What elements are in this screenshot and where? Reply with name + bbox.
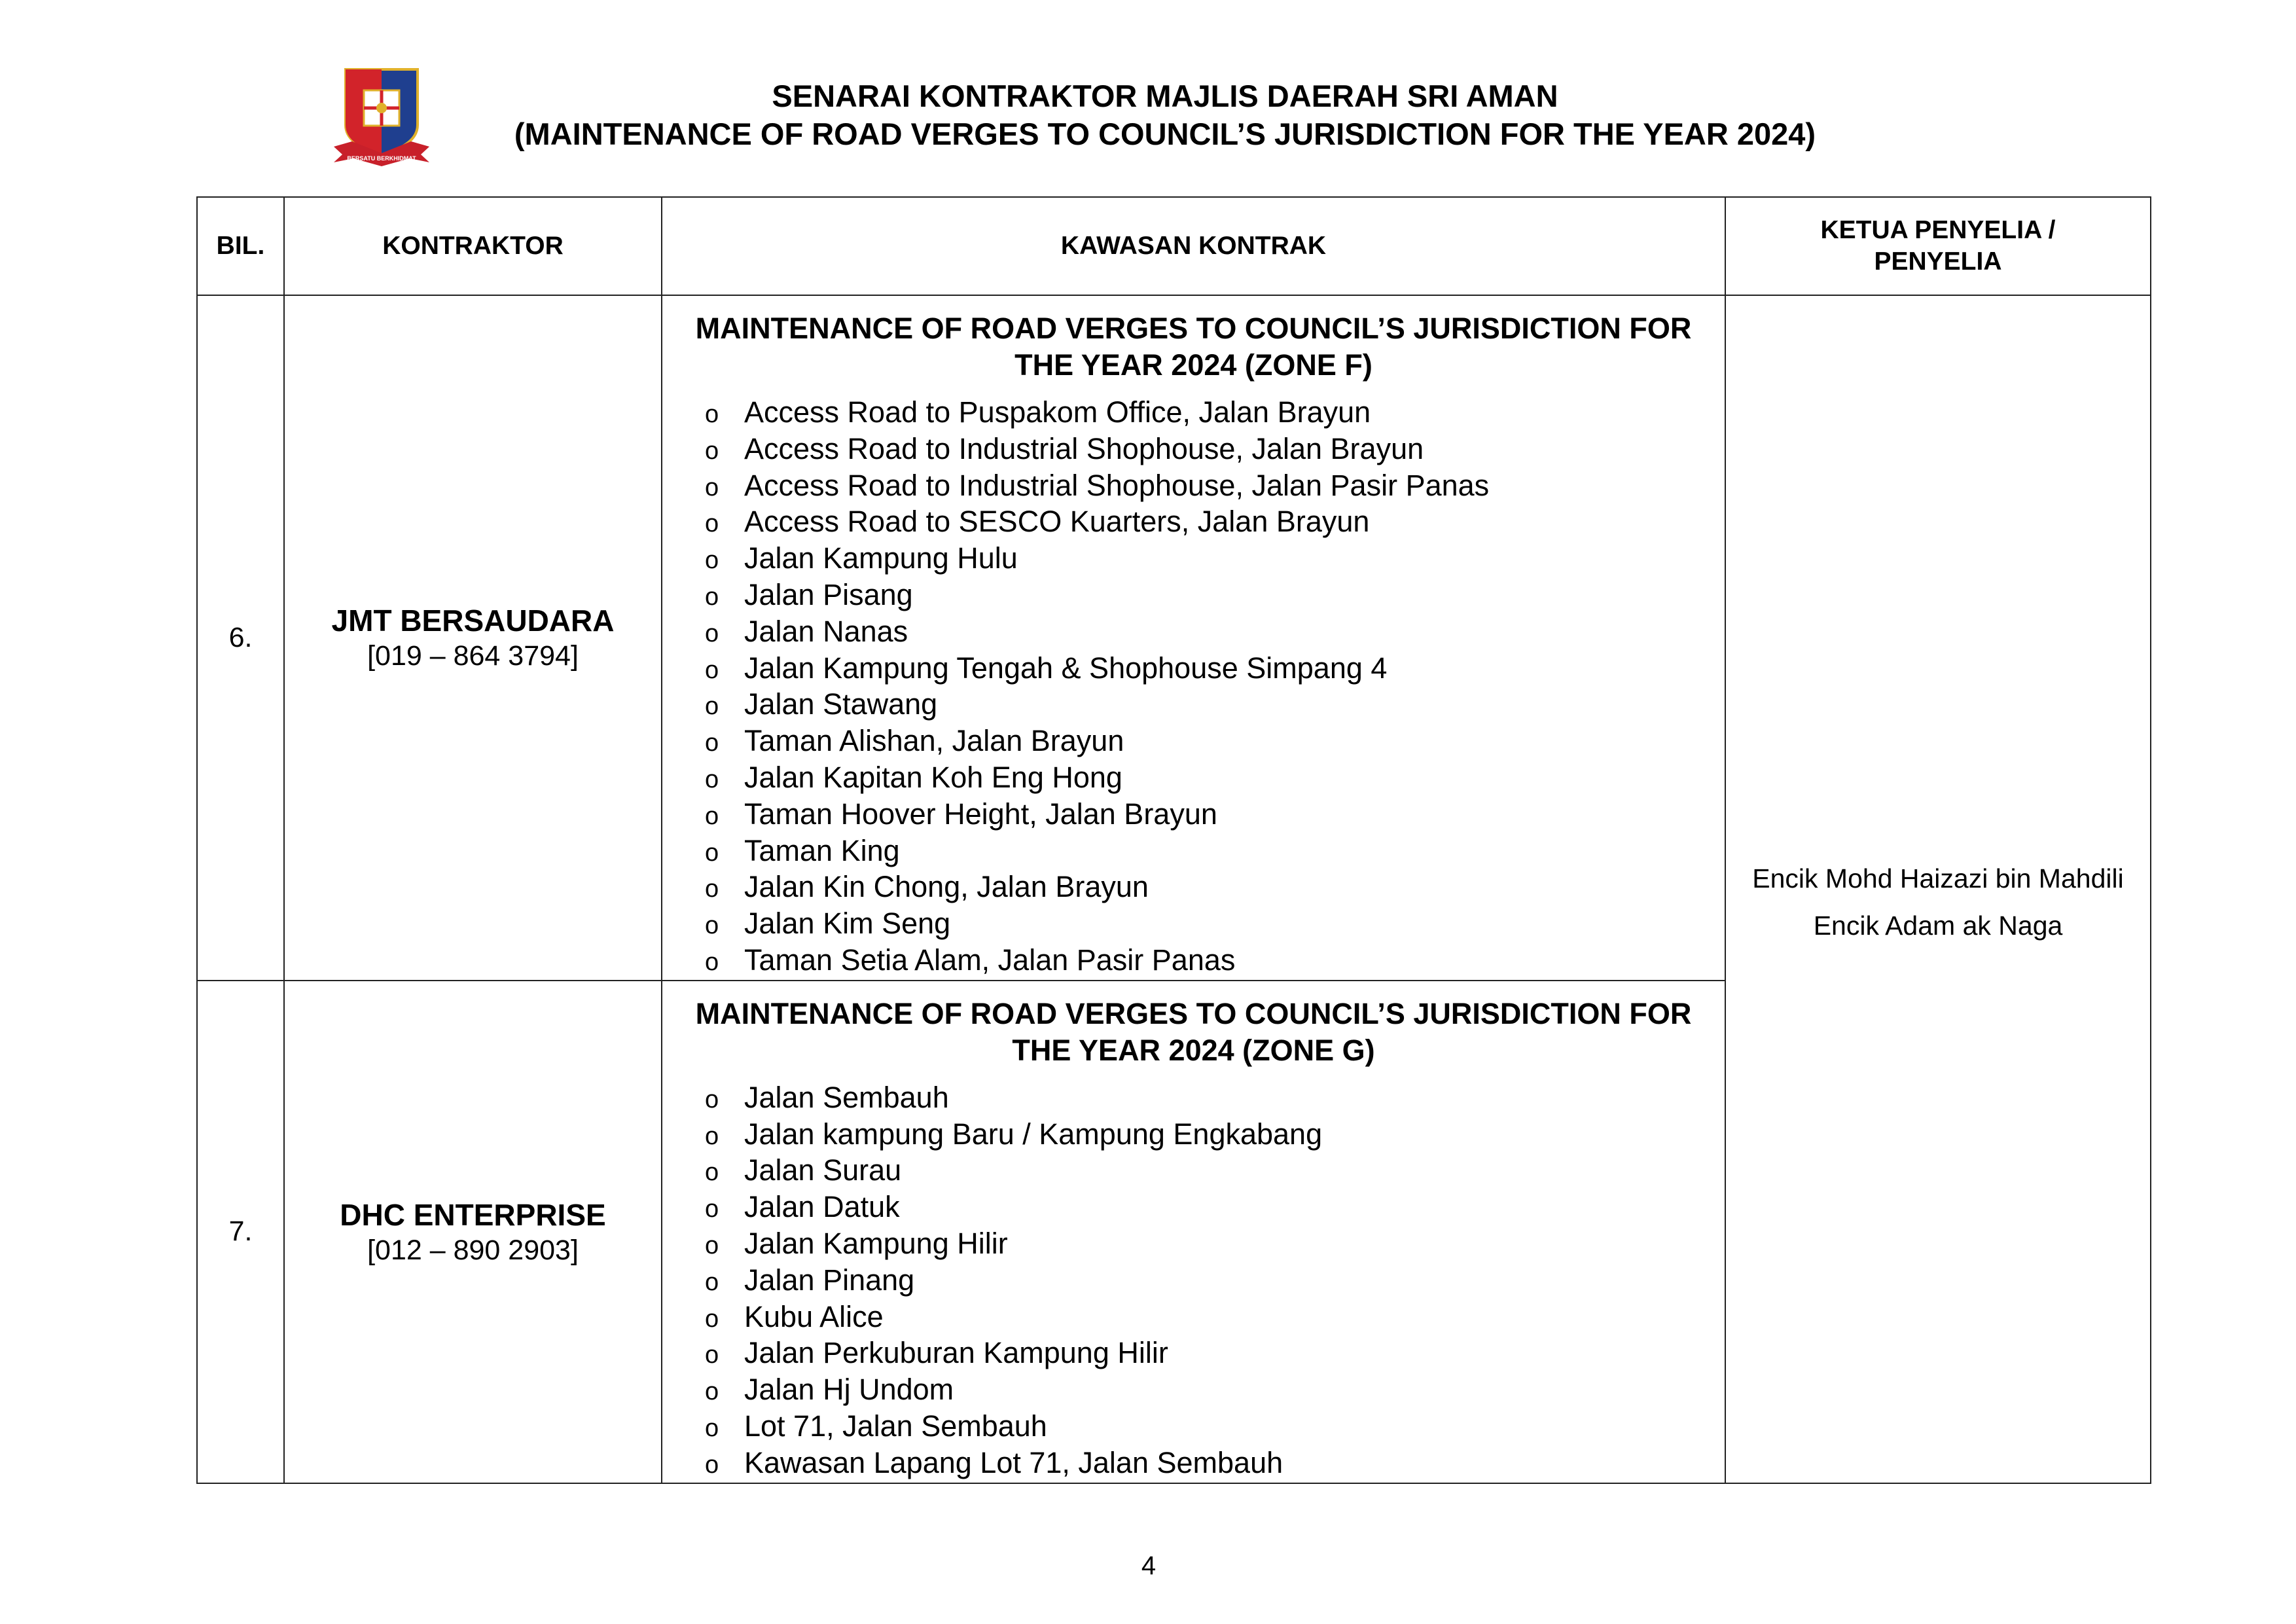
- bullet-icon: o: [705, 473, 719, 501]
- contractor-phone: [019 – 864 3794]: [367, 640, 579, 672]
- council-crest-logo: [332, 63, 431, 168]
- area-name: Jalan Kim Seng: [744, 907, 951, 941]
- list-item: [705, 505, 1725, 541]
- list-item: [705, 1336, 1725, 1373]
- area-name: Jalan Surau: [744, 1153, 902, 1187]
- list-item: [705, 395, 1725, 432]
- list-item: [705, 1081, 1725, 1117]
- bullet-icon: o: [705, 912, 719, 940]
- bullet-icon: o: [705, 656, 719, 684]
- list-item: [705, 834, 1725, 871]
- list-item: [705, 651, 1725, 688]
- list-item: [705, 1227, 1725, 1263]
- bullet-icon: o: [705, 1159, 719, 1187]
- contractor-table: [196, 196, 2151, 1484]
- document-title: [419, 77, 1911, 153]
- list-item: [705, 1190, 1725, 1227]
- bullet-icon: o: [705, 401, 719, 428]
- list-item: [705, 761, 1725, 797]
- table-header-row: [197, 197, 2151, 295]
- area-name: Access Road to SESCO Kuarters, Jalan Brayun: [744, 505, 1370, 539]
- bullet-icon: o: [705, 547, 719, 575]
- list-item: [705, 432, 1725, 469]
- table-row: [197, 295, 2151, 981]
- list-item: [705, 1300, 1725, 1337]
- zone-title-line-2: THE YEAR 2024 (ZONE F): [1014, 348, 1372, 382]
- list-item: [705, 797, 1725, 834]
- header-penyelia-line-2: PENYELIA: [1874, 247, 2002, 276]
- area-name: Taman King: [744, 833, 900, 867]
- bullet-icon: o: [705, 1268, 719, 1296]
- contractor-phone: [012 – 890 2903]: [367, 1234, 579, 1266]
- bullet-icon: o: [705, 619, 719, 647]
- area-name: Jalan Kampung Tengah & Shophouse Simpang 4: [744, 651, 1388, 685]
- page-number: 4: [1141, 1551, 1157, 1580]
- contractor-cell: [284, 981, 662, 1483]
- row-number: 6.: [197, 295, 284, 981]
- area-name: Access Road to Industrial Shophouse, Jalan Brayun: [744, 431, 1424, 465]
- row-number: 7.: [197, 981, 284, 1483]
- list-item: [705, 687, 1725, 724]
- area-list: [662, 1081, 1725, 1483]
- list-item: [705, 870, 1725, 907]
- area-name: Lot 71, Jalan Sembauh: [744, 1409, 1047, 1443]
- header-penyelia-line-1: KETUA PENYELIA /: [1820, 216, 2056, 244]
- area-name: Taman Alishan, Jalan Brayun: [744, 724, 1124, 758]
- list-item: [705, 907, 1725, 943]
- zone-title-line-1: MAINTENANCE OF ROAD VERGES TO COUNCIL’S JURISDICTION FOR: [695, 996, 1692, 1030]
- list-item: [705, 943, 1725, 980]
- area-name: Jalan Pisang: [744, 577, 913, 611]
- bullet-icon: o: [705, 802, 719, 830]
- zone-title-line-1: MAINTENANCE OF ROAD VERGES TO COUNCIL’S JURISDICTION FOR: [695, 312, 1692, 345]
- bullet-icon: o: [705, 1195, 719, 1223]
- area-name: Jalan kampung Baru / Kampung Engkabang: [744, 1117, 1323, 1151]
- list-item: [705, 615, 1725, 651]
- list-item: [705, 1117, 1725, 1154]
- area-name: Jalan Kin Chong, Jalan Brayun: [744, 870, 1149, 904]
- list-item: [705, 1409, 1725, 1446]
- header-ketua-penyelia: [1725, 197, 2151, 295]
- header-kontraktor: KONTRAKTOR: [284, 197, 662, 295]
- title-line-1: SENARAI KONTRAKTOR MAJLIS DAERAH SRI AMAN: [772, 79, 1558, 113]
- list-item: [705, 1263, 1725, 1300]
- zone-title-line-2: THE YEAR 2024 (ZONE G): [1012, 1033, 1375, 1067]
- area-name: Kubu Alice: [744, 1299, 884, 1333]
- supervisor-name: Encik Adam ak Naga: [1813, 911, 2063, 941]
- area-name: Jalan Hj Undom: [744, 1373, 954, 1407]
- zone-title: [662, 996, 1725, 1069]
- title-line-2: (MAINTENANCE OF ROAD VERGES TO COUNCIL’S JURISDICTION FOR THE YEAR 2024): [514, 117, 1816, 151]
- area-name: Taman Setia Alam, Jalan Pasir Panas: [744, 943, 1236, 977]
- contractor-name: DHC ENTERPRISE: [340, 1197, 606, 1232]
- area-name: Jalan Nanas: [744, 614, 908, 648]
- contract-area-cell: [662, 981, 1725, 1483]
- bullet-icon: o: [705, 510, 719, 538]
- area-name: Jalan Kapitan Koh Eng Hong: [744, 760, 1122, 794]
- zone-title: [662, 310, 1725, 384]
- bullet-icon: o: [705, 1451, 719, 1479]
- contractor-name: JMT BERSAUDARA: [331, 604, 615, 638]
- area-name: Taman Hoover Height, Jalan Brayun: [744, 797, 1217, 831]
- bullet-icon: o: [705, 948, 719, 976]
- area-name: Jalan Stawang: [744, 687, 938, 721]
- bullet-icon: o: [705, 1305, 719, 1333]
- header-bil: BIL.: [197, 197, 284, 295]
- bullet-icon: o: [705, 437, 719, 465]
- area-name: Jalan Kampung Hilir: [744, 1226, 1008, 1260]
- contract-area-cell: [662, 295, 1725, 981]
- list-item: [705, 1373, 1725, 1409]
- bullet-icon: o: [705, 1341, 719, 1369]
- list-item: [705, 541, 1725, 578]
- bullet-icon: o: [705, 1378, 719, 1406]
- supervisor-name: Encik Mohd Haizazi bin Mahdili: [1752, 863, 2124, 894]
- bullet-icon: o: [705, 729, 719, 757]
- list-item: [705, 469, 1725, 505]
- bullet-icon: o: [705, 583, 719, 611]
- area-name: Jalan Pinang: [744, 1263, 915, 1297]
- bullet-icon: o: [705, 1122, 719, 1150]
- area-name: Kawasan Lapang Lot 71, Jalan Sembauh: [744, 1445, 1283, 1479]
- area-name: Jalan Datuk: [744, 1190, 900, 1224]
- bullet-icon: o: [705, 1414, 719, 1442]
- crest-motto: BERSATU BERKHIDMAT: [347, 155, 416, 162]
- bullet-icon: o: [705, 693, 719, 721]
- area-name: Jalan Perkuburan Kampung Hilir: [744, 1336, 1168, 1370]
- area-name: Access Road to Industrial Shophouse, Jalan Pasir Panas: [744, 468, 1490, 502]
- area-name: Access Road to Puspakom Office, Jalan Brayun: [744, 395, 1371, 429]
- supervisor-cell: [1725, 295, 2151, 1483]
- bullet-icon: o: [705, 839, 719, 867]
- area-name: Jalan Sembauh: [744, 1080, 949, 1114]
- list-item: [705, 724, 1725, 761]
- bullet-icon: o: [705, 875, 719, 903]
- bullet-icon: o: [705, 765, 719, 793]
- list-item: [705, 1153, 1725, 1190]
- list-item: [705, 578, 1725, 615]
- area-list: [662, 395, 1725, 980]
- header-kawasan-kontrak: KAWASAN KONTRAK: [662, 197, 1725, 295]
- bullet-icon: o: [705, 1085, 719, 1113]
- list-item: [705, 1446, 1725, 1483]
- area-name: Jalan Kampung Hulu: [744, 541, 1018, 575]
- contractor-cell: [284, 295, 662, 981]
- bullet-icon: o: [705, 1231, 719, 1259]
